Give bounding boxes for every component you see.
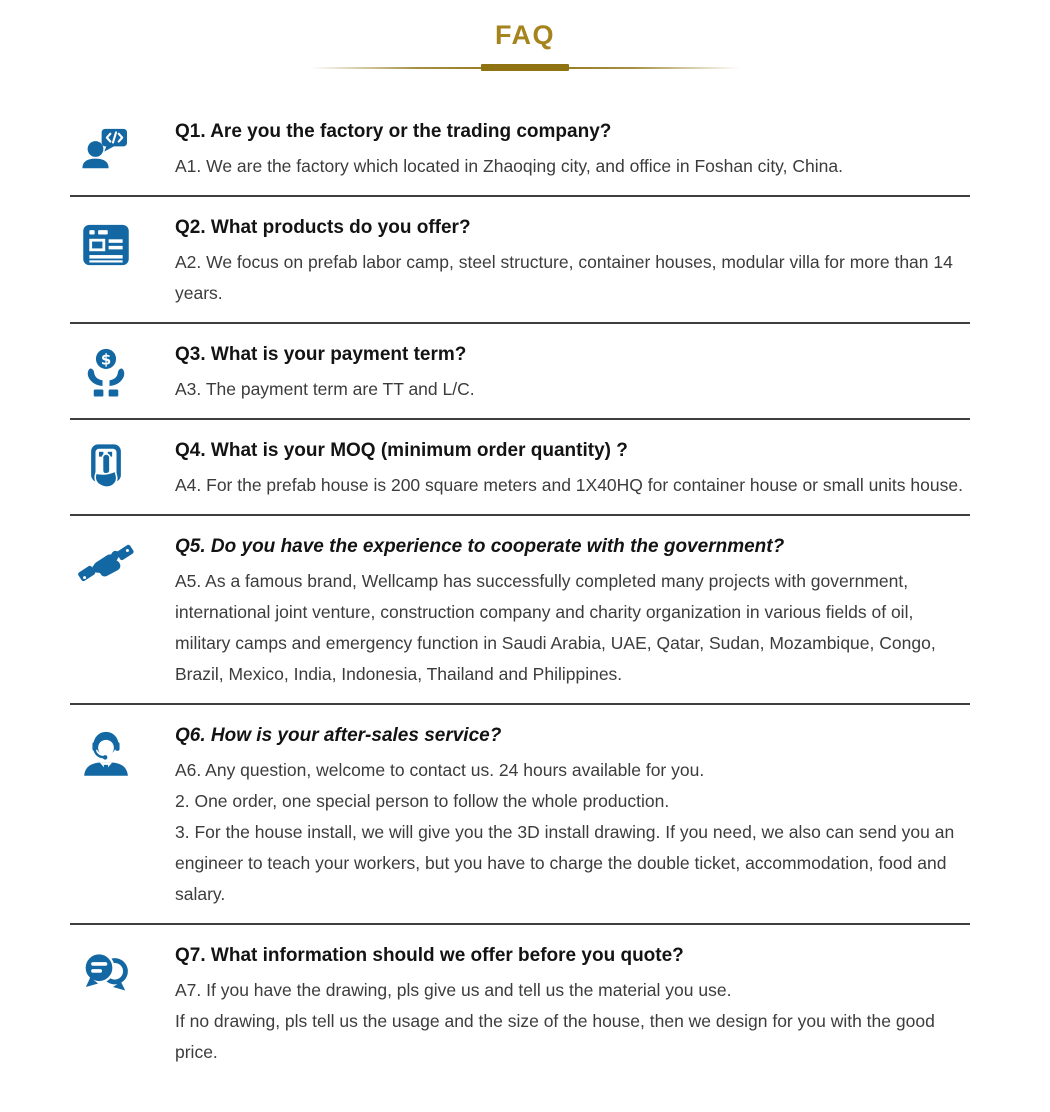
user-code-icon [78, 121, 134, 177]
faq-answer-line: A1. We are the factory which located in Zhaoqing city, and office in Foshan city, China. [175, 156, 843, 176]
title-underline [310, 64, 740, 71]
handshake-icon [78, 536, 134, 592]
faq-item-icon-column [70, 534, 175, 690]
support-agent-icon [78, 725, 134, 781]
touch-device-icon [78, 440, 134, 496]
faq-question: Q1. Are you the factory or the trading company? [175, 121, 612, 142]
faq-item [70, 101, 970, 197]
faq-answer-line: A3. The payment term are TT and L/C. [175, 379, 475, 399]
faq-answers [175, 975, 970, 1068]
hands-dollar-icon [78, 344, 134, 400]
faq-item-text-column [175, 215, 970, 309]
faq-answers [175, 470, 970, 501]
faq-item-icon-column [70, 723, 175, 910]
faq-item [70, 420, 970, 516]
page-title: FAQ [494, 20, 555, 50]
faq-answer-line: 2. One order, one special person to follow the whole production. [175, 791, 670, 811]
faq-answers [175, 247, 970, 309]
faq-answer-line: A4. For the prefab house is 200 square meters and 1X40HQ for container house or small units house. [175, 475, 963, 495]
faq-question: Q2. What products do you offer? [175, 217, 471, 238]
faq-answer-line: A6. Any question, welcome to contact us. 24 hours available for you. [175, 760, 705, 780]
webpage-icon [78, 217, 134, 273]
faq-item-text-column [175, 943, 970, 1068]
faq-item [70, 516, 970, 705]
faq-answer-line: If no drawing, pls tell us the usage and the size of the house, then we design for you with the good price. [175, 1011, 935, 1062]
faq-item-text-column [175, 342, 970, 405]
faq-item [70, 705, 970, 925]
svg-text:$: $ [100, 350, 112, 369]
faq-question: Q6. How is your after-sales service? [175, 725, 502, 746]
faq-item-icon-column [70, 438, 175, 501]
title-block [0, 0, 1050, 71]
faq-answers [175, 566, 970, 690]
faq-question: Q4. What is your MOQ (minimum order quantity) ? [175, 440, 628, 461]
title-underline-center-bar [481, 64, 569, 71]
faq-question: Q5. Do you have the experience to cooperate with the government? [175, 536, 785, 557]
faq-answer-line: A7. If you have the drawing, pls give us and tell us the material you use. [175, 980, 732, 1000]
faq-answer-line: 3. For the house install, we will give you the 3D install drawing. If you need, we also can send you an engineer to teach your workers, but you have to charge the double ticket, accommodation, food and salary. [175, 822, 955, 904]
faq-item-text-column [175, 119, 970, 182]
faq-answers [175, 374, 970, 405]
faq-item [70, 324, 970, 420]
faq-question: Q7. What information should we offer before you quote? [175, 945, 684, 966]
faq-item [70, 197, 970, 324]
chat-bubbles-icon [78, 945, 134, 1001]
faq-item [70, 925, 970, 1081]
faq-question: Q3. What is your payment term? [175, 344, 467, 365]
faq-answers [175, 755, 970, 910]
faq-item-icon-column [70, 215, 175, 309]
faq-item-icon-column [70, 943, 175, 1068]
faq-item-text-column [175, 438, 970, 501]
faq-answer-line: A2. We focus on prefab labor camp, steel structure, container houses, modular villa for more than 14 years. [175, 252, 953, 303]
faq-item-text-column [175, 723, 970, 910]
faq-item-icon-column [70, 119, 175, 182]
faq-answer-line: A5. As a famous brand, Wellcamp has successfully completed many projects with government, international joint venture, construction company and charity organization in various fields of oil, military camps and emergency function in Saudi Arabia, UAE, Qatar, Sudan, Mozambique, Congo, Brazil, Mexico, India, Indonesia, Thailand and Philippines. [175, 571, 936, 684]
faq-item-icon-column [70, 342, 175, 405]
faq-answers [175, 151, 970, 182]
faq-list [70, 101, 970, 1081]
faq-item-text-column [175, 534, 970, 690]
